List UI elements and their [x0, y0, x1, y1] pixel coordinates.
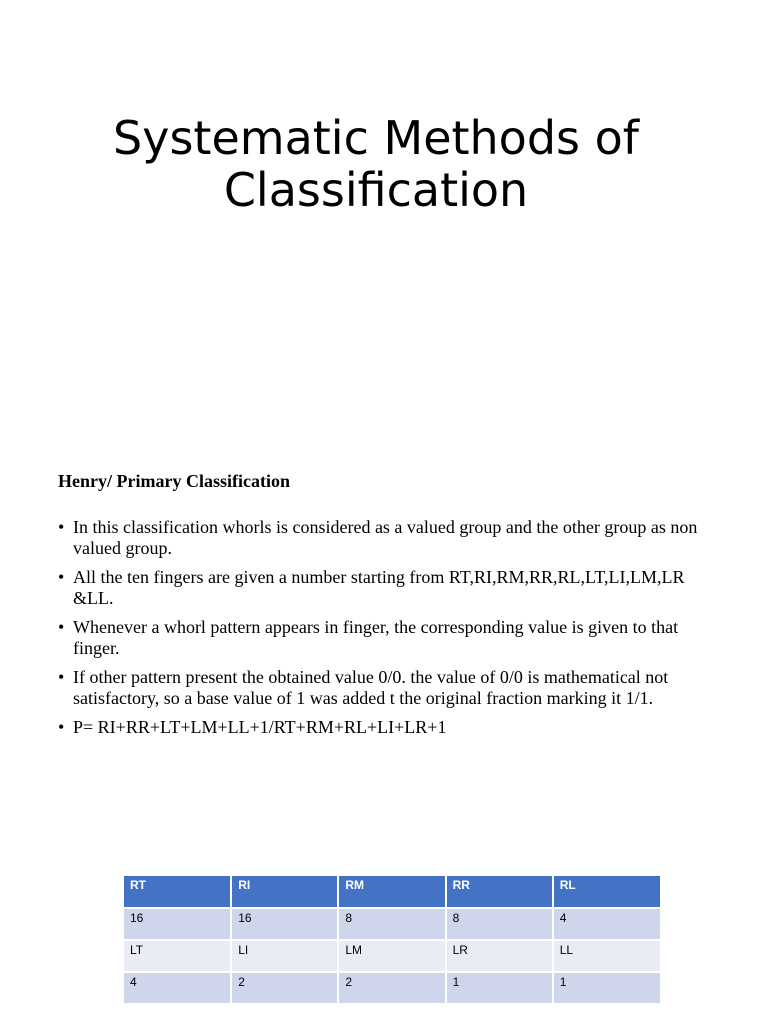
table-cell: LR: [446, 940, 553, 972]
bullet-text: P= RI+RR+LT+LM+LL+1/RT+RM+RL+LI+LR+1: [73, 717, 447, 737]
bullet-item: [58, 617, 718, 658]
table-cell: 4: [553, 908, 660, 940]
slide-title: [60, 112, 692, 216]
table-cell: 16: [231, 908, 338, 940]
table-header-row: [124, 876, 660, 908]
bullet-icon: •: [58, 617, 65, 637]
bullet-text: If other pattern present the obtained value 0/0. the value of 0/0 is mathematical not satisfactory, so a base value of 1 was added t the original fraction marking it 1/1.: [73, 667, 669, 708]
bullet-item: [58, 717, 718, 738]
table-header-cell: RM: [338, 876, 445, 908]
table-cell: 2: [338, 972, 445, 1004]
bullet-item: [58, 517, 718, 558]
table-row: [124, 940, 660, 972]
bullet-icon: •: [58, 517, 65, 537]
table-cell: 16: [124, 908, 231, 940]
bullet-item: [58, 567, 718, 608]
table-cell: LM: [338, 940, 445, 972]
table-cell: 4: [124, 972, 231, 1004]
table-header-cell: RT: [124, 876, 231, 908]
bullet-item: [58, 667, 718, 708]
finger-value-table: [124, 876, 660, 1005]
table-cell: 1: [446, 972, 553, 1004]
bullet-icon: •: [58, 667, 65, 687]
title-line-1: Systematic Methods of: [113, 111, 639, 165]
table-row: [124, 908, 660, 940]
table-cell: LI: [231, 940, 338, 972]
table-cell: 2: [231, 972, 338, 1004]
bullet-icon: •: [58, 717, 65, 737]
table-row: [124, 972, 660, 1004]
section-heading: Henry/ Primary Classification: [58, 471, 290, 491]
bullet-list: [58, 517, 718, 747]
table-cell: LL: [553, 940, 660, 972]
title-line-2: Classification: [223, 163, 529, 217]
bullet-text: In this classification whorls is considered as a valued group and the other group as non valued group.: [73, 517, 698, 558]
table-cell: 8: [338, 908, 445, 940]
table-header-cell: RI: [231, 876, 338, 908]
table-cell: LT: [124, 940, 231, 972]
table-header-cell: RR: [446, 876, 553, 908]
table-cell: 8: [446, 908, 553, 940]
bullet-icon: •: [58, 567, 65, 587]
bullet-text: Whenever a whorl pattern appears in finger, the corresponding value is given to that finger.: [73, 617, 679, 658]
table-cell: 1: [553, 972, 660, 1004]
table-header-cell: RL: [553, 876, 660, 908]
bullet-text: All the ten fingers are given a number starting from RT,RI,RM,RR,RL,LT,LI,LM,LR &LL.: [73, 567, 685, 608]
